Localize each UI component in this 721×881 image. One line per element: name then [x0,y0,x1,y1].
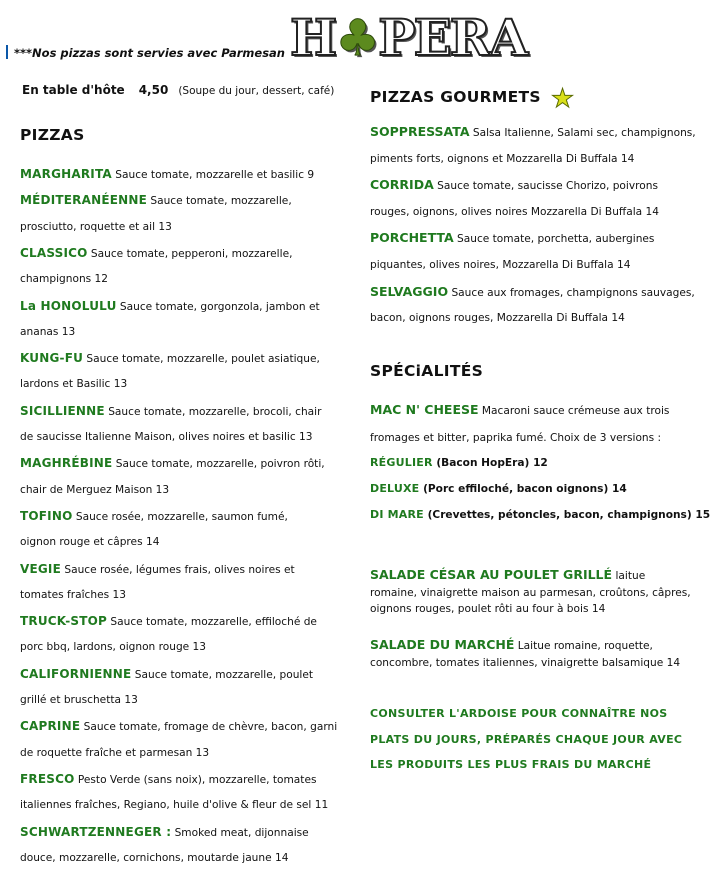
consult-line-2: PLATS DU JOURS, PRÉPARÉS CHAQUE JOUR AVEC [370,733,683,746]
note-marker [6,45,8,59]
pizza-item-continuation [20,535,159,549]
pizza-item-name: MÉDITERANÉENNE [20,193,147,208]
mac-version-price: 12 [529,457,548,469]
pizza-item-continuation [20,588,126,602]
pizza-item-continuation [20,430,313,444]
pizza-item-text: de roquette fraîche et parmesan 13 [20,746,210,759]
pizza-item [20,825,309,840]
pizza-item-continuation [20,220,172,234]
pizza-item-continuation [20,640,206,654]
parmesan-note [6,45,285,60]
pizza-item-text: Sauce tomate, fromage de chèvre, bacon, garni [80,721,338,734]
salade-marche-name: SALADE DU MARCHÉ [370,637,515,652]
pizza-item-text: Sauce rosée, légumes frais, olives noires et [61,563,295,576]
pizza-item-text: Sauce tomate, mozzarelle, poulet asiatique, [83,353,320,366]
table-hote-label: En table d'hôte [22,83,125,97]
pizza-item-text: lardons et Basilic 13 [20,378,128,391]
pizza-item-name: MAGHRÉBINE [20,456,113,471]
pizza-item-name: La HONOLULU [20,298,117,313]
mac-version-name: DELUXE [370,482,420,495]
logo-pera: PERA [378,8,527,67]
mac-cheese-line [370,403,669,418]
pizza-item-text: Sauce tomate, gorgonzola, jambon et [116,300,320,313]
pizza-item-name: CAPRINE [20,719,81,734]
pizza-item-name: VEGIE [20,561,61,576]
pizza-item-text: Sauce rosée, mozzarelle, saumon fumé, [72,510,288,523]
star-icon: ★ [550,84,575,114]
pizza-item-text: Sauce tomate, mozzarelle, poivron rôti, [112,458,325,471]
gourmet-item-text: bacon, oignons rouges, Mozzarella Di Buffala 14 [370,312,625,325]
pizza-item [20,167,314,182]
pizza-item-text: Pesto Verde (sans noix), mozzarelle, tomates [74,773,317,786]
pizza-item-name: TOFINO [20,508,73,523]
consult-line-3: LES PRODUITS LES PLUS FRAIS DU MARCHÉ [370,758,652,771]
pizza-item-continuation [20,483,169,497]
hop-leaf-icon: ♣ [335,8,379,67]
gourmet-item [370,231,654,246]
pizza-item-text: Sauce tomate, pepperoni, mozzarelle, [87,247,293,260]
pizza-item-text: champignons 12 [20,273,109,286]
gourmet-item-text: piments forts, oignons et Mozzarella Di Buffala 14 [370,152,635,165]
pizza-item-text: Sauce tomate, mozzarelle, [147,195,292,208]
pizza-item [20,772,317,787]
gourmets-title [370,84,574,114]
salade-marche-line-2: concombre, tomates italiennes, vinaigrette balsamique 14 [370,657,681,669]
pizza-item-text: porc bbq, lardons, oignon rouge 13 [20,641,207,654]
mac-version-detail: (Bacon HopEra) [432,457,530,469]
mac-version [370,508,710,522]
gourmet-item-name: SELVAGGIO [370,283,449,299]
pizza-item-name: SICILLIENNE [20,403,105,418]
gourmets-title-text: PIZZAS GOURMETS [370,88,541,106]
specialites-title: SPÉCiALITÉS [370,362,484,380]
mac-version-name: RÉGULIER [370,456,433,469]
pizza-item-text: Sauce tomate, mozzarelle, effiloché de [107,616,317,629]
pizza-item [20,667,313,682]
gourmet-item-text: Salsa Italienne, Salami sec, champignons, [469,127,696,139]
pizza-item-continuation [20,272,108,286]
gourmet-item [370,178,658,193]
pizza-item [20,351,320,366]
gourmet-item-name: CORRIDA [370,177,434,193]
pizza-item-text: douce, mozzarelle, cornichons, moutarde jaune 14 [20,851,289,864]
pizza-item-continuation [20,798,328,812]
salade-cesar-line-2: romaine, vinaigrette maison au parmesan, croûtons, câpres, [370,587,691,599]
pizza-item-text: ananas 13 [20,325,76,338]
pizza-item-text: de saucisse Italienne Maison, olives noires et basilic 13 [20,431,313,443]
gourmet-item-name: SOPPRESSATA [370,124,470,139]
mac-version-price: 14 [608,483,627,495]
pizza-item [20,246,292,261]
pizza-item-text: italiennes fraîches, Regiano, huile d'olive & fleur de sel 11 [20,799,329,812]
salade-cesar [370,568,645,583]
gourmet-item-name: PORCHETTA [370,230,454,246]
gourmet-item-continuation [370,311,625,325]
consult-line-1: CONSULTER L'ARDOISE POUR CONNAÎTRE NOS [370,707,668,720]
pizza-item-text: oignon rouge et câpres 14 [20,536,160,549]
pizza-item [20,562,295,577]
logo [290,8,526,67]
gourmet-item-text: Sauce tomate, porchetta, aubergines [453,233,655,246]
pizza-item [20,509,288,524]
gourmet-item-text: Sauce tomate, saucisse Chorizo, poivrons [433,180,658,193]
pizza-item [20,719,337,734]
pizza-item [20,299,320,314]
gourmet-item-continuation [370,205,659,219]
mac-version-price: 15 [691,509,711,521]
note-text: ***Nos pizzas sont servies avec Parmesan [14,46,285,60]
pizza-item-name: CLASSICO [20,245,88,260]
mac-version [370,456,548,470]
mac-version-detail: (Crevettes, pétoncles, bacon, champignons) [423,509,692,521]
mac-version-name: DI MARE [370,508,424,521]
pizza-item-continuation [20,377,127,391]
pizza-item-continuation [20,851,288,865]
mac-cheese-name: MAC N' CHEESE [370,402,479,417]
pizza-item-text: chair de Merguez Maison 13 [20,483,170,496]
gourmet-item [370,125,696,140]
table-hote-details: (Soupe du jour, dessert, café) [178,85,335,97]
table-hote-price: 4,50 [138,83,169,97]
salade-marche-desc: Laitue romaine, roquette, [514,640,653,652]
mac-cheese-line-2: fromages et bitter, paprika fumé. Choix de 3 versions : [370,432,662,444]
pizza-item-continuation [20,746,209,760]
gourmet-item-text: rouges, oignons, olives noires Mozzarella Di Buffala 14 [370,205,659,218]
pizza-item-name: SCHWARTZENNEGER : [20,824,172,839]
pizza-item-name: CALIFORNIENNE [20,666,132,681]
pizza-item-name: TRUCK-STOP [20,614,108,629]
pizza-item-text: Sauce tomate, mozzarelle et basilic 9 [111,169,315,181]
gourmet-item [370,285,695,300]
pizza-item-text: Smoked meat, dijonnaise [171,826,309,839]
pizza-item [20,456,325,471]
pizza-item-text: prosciutto, roquette et ail 13 [20,220,172,233]
pizza-item-continuation [20,325,75,339]
gourmet-item-continuation [370,152,634,166]
pizzas-title: PIZZAS [20,126,85,144]
pizza-item-name: KUNG-FU [20,351,84,366]
pizza-item-name: MARGHARITA [20,167,112,181]
pizza-item [20,614,317,629]
pizza-item [20,404,321,419]
pizza-item-continuation [20,693,138,707]
pizza-item-text: Sauce tomate, mozzarelle, poulet [131,668,314,681]
pizza-item-text: grillé et bruschetta 13 [20,694,138,706]
pizza-item-name: FRESCO [20,771,75,786]
gourmet-item-text: piquantes, olives noires, Mozzarella Di Buffala 14 [370,259,631,271]
gourmet-item-text: Sauce aux fromages, champignons sauvages, [448,286,695,299]
mac-cheese-desc: Macaroni sauce crémeuse aux trois [478,405,670,417]
table-hote [22,83,334,97]
pizza-item [20,193,292,208]
salade-marche [370,638,653,653]
mac-version [370,482,627,496]
mac-version-detail: (Porc effiloché, bacon oignons) [419,483,609,495]
gourmet-item-continuation [370,258,630,272]
logo-h: H [290,8,336,67]
pizza-item-text: tomates fraîches 13 [20,588,126,601]
salade-cesar-line-3: oignons rouges, poulet rôti au four à bois 14 [370,603,606,615]
pizza-item-text: Sauce tomate, mozzarelle, brocoli, chair [104,405,322,418]
salade-cesar-name: SALADE CÉSAR AU POULET GRILLÉ [370,567,613,582]
salade-cesar-desc: laitue [612,570,646,582]
